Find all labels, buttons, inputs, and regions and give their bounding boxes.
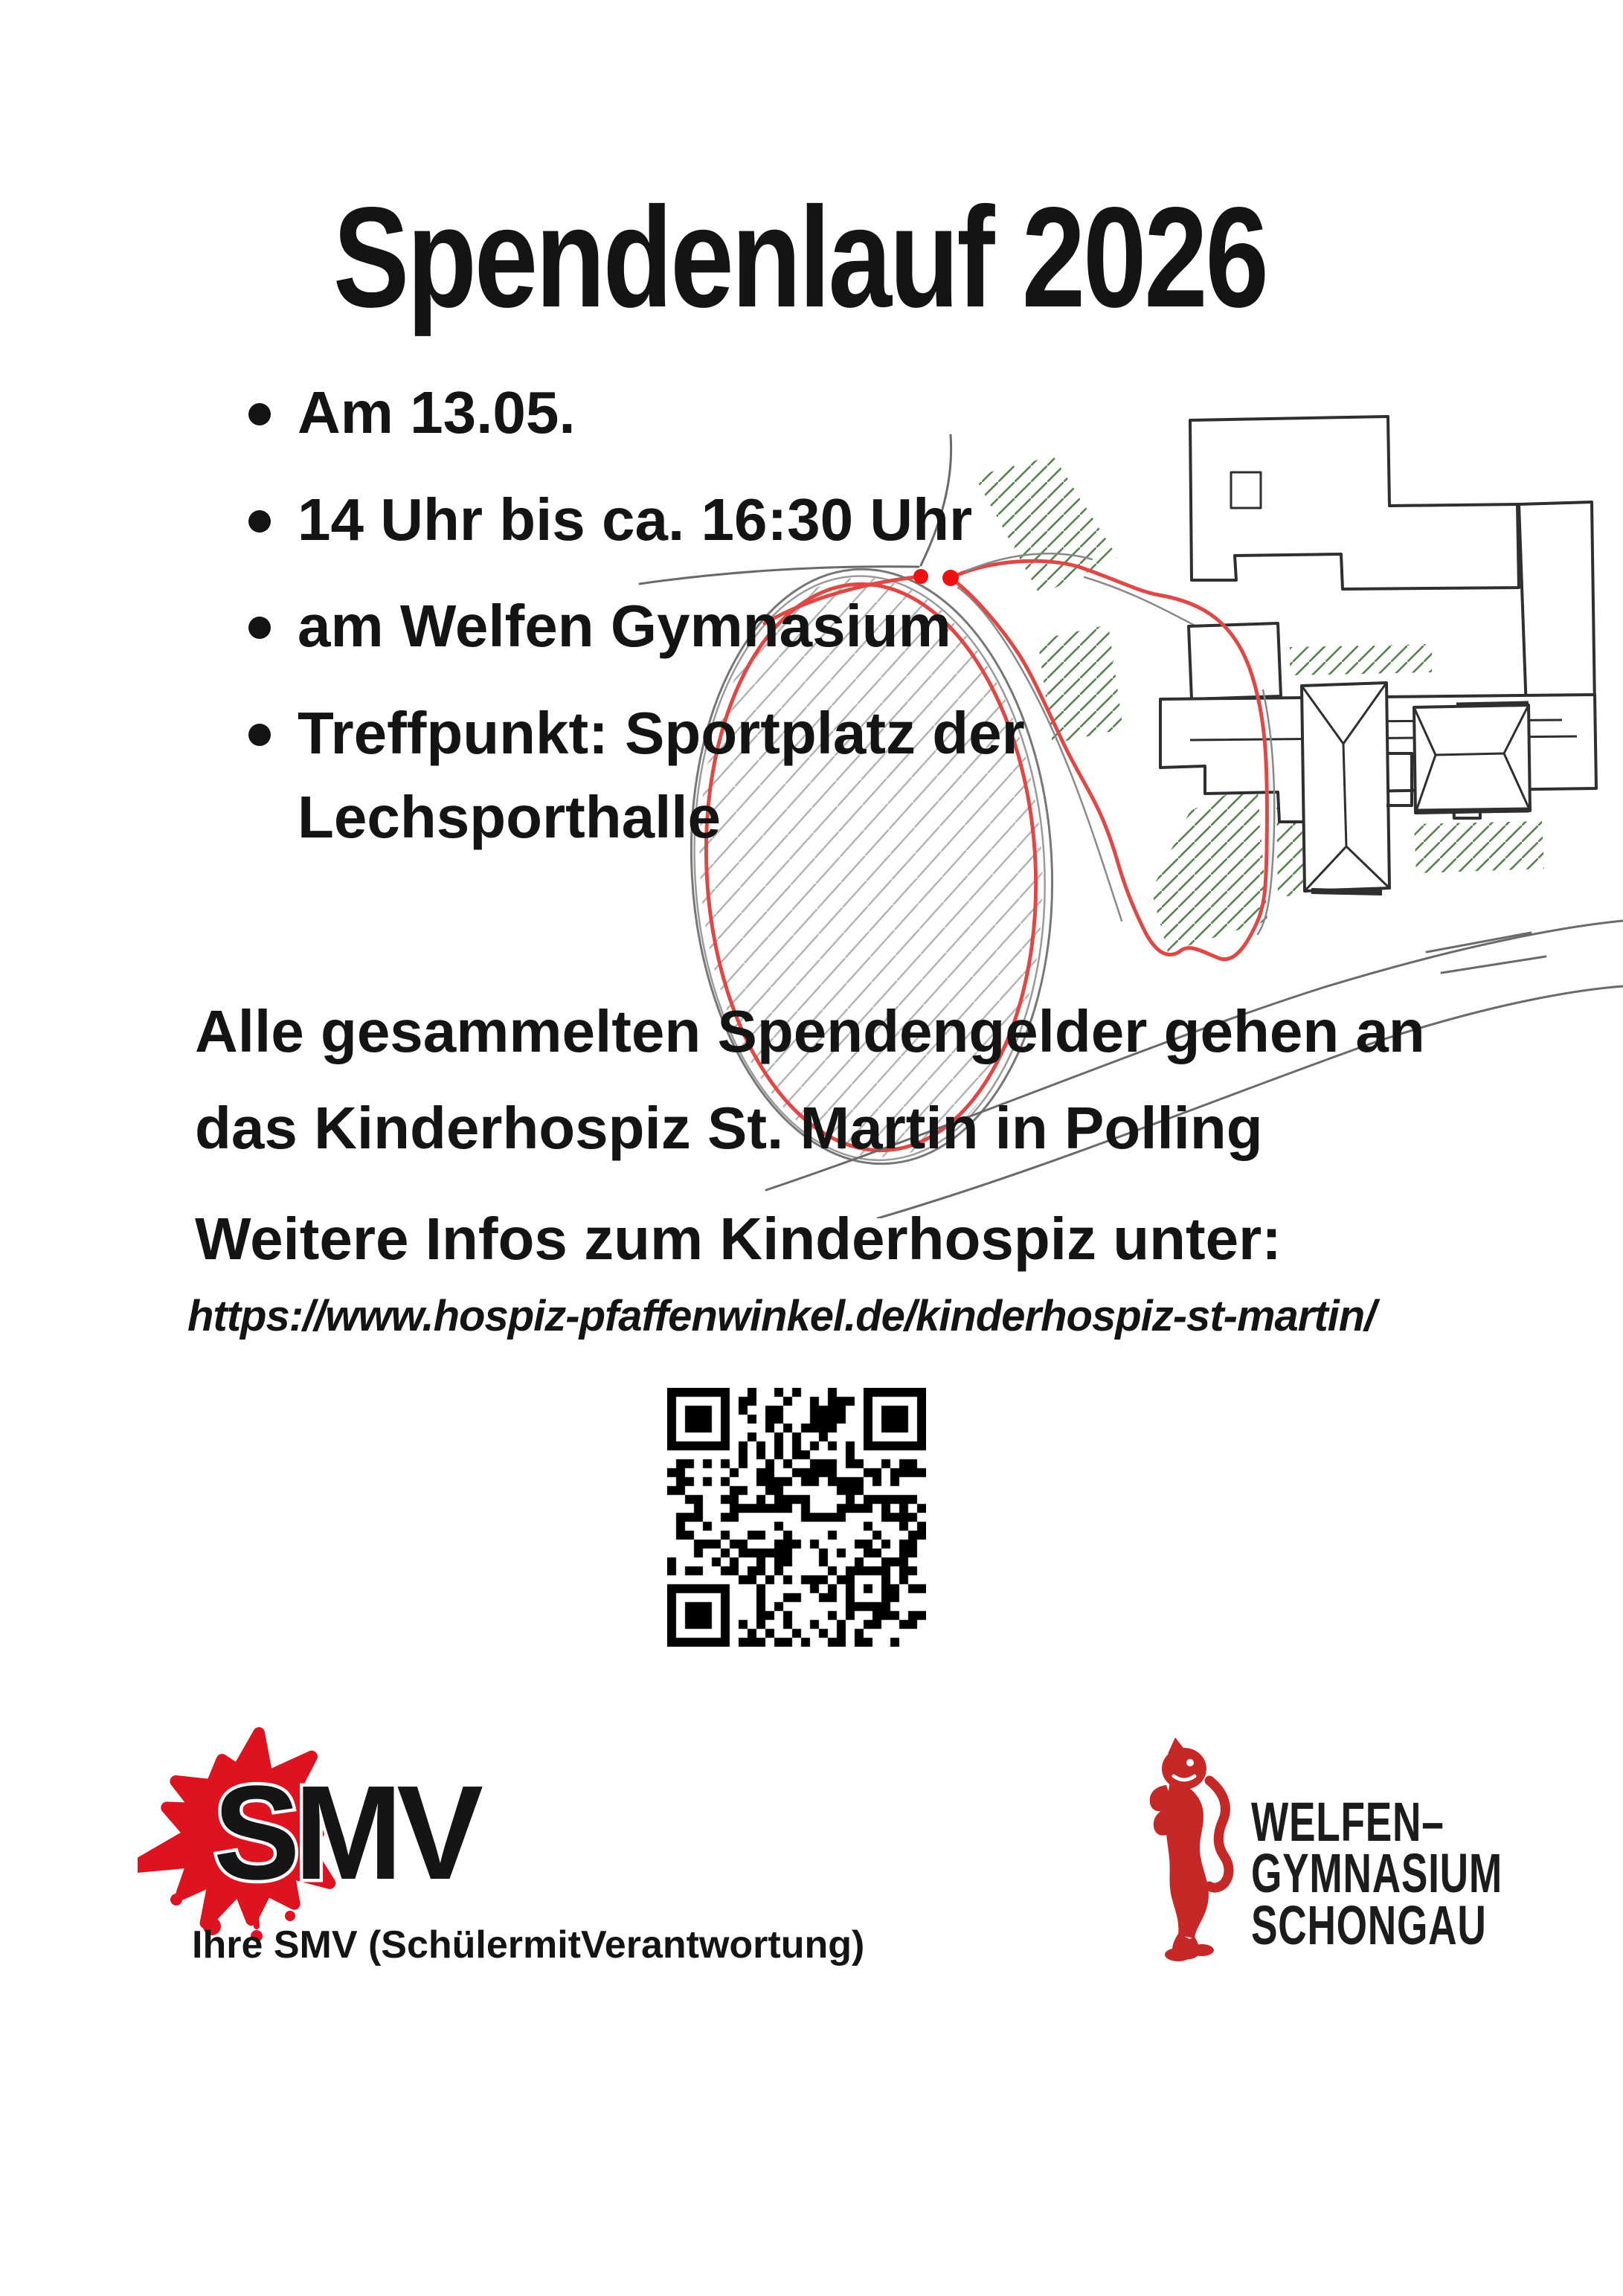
school-logo	[1145, 1733, 1592, 1967]
school-logo-svg	[1145, 1733, 1592, 1964]
page-title	[0, 177, 1623, 337]
hospiz-url: https://www.hospiz-pfaffenwinkel.de/kinderhospiz-st-martin/	[187, 1292, 1376, 1340]
list-item	[223, 477, 1108, 562]
smv-logo-text: SMV	[213, 1757, 478, 1908]
info-line: Weitere Infos zum Kinderhospiz unter:	[195, 1206, 1282, 1273]
list-item	[223, 370, 1108, 455]
list-item-label: Treffpunkt: Sportplatz der Lechsporthalle	[298, 699, 1025, 851]
event-details-list	[223, 370, 1108, 882]
school-name-line1: WELFEN–	[1251, 1791, 1444, 1853]
qr-code	[667, 1388, 926, 1647]
bullet-dot-icon	[248, 403, 271, 425]
bullet-dot-icon	[248, 510, 271, 533]
list-item-label: 14 Uhr bis ca. 16:30 Uhr	[298, 486, 973, 553]
list-item	[223, 584, 1108, 669]
donation-info	[195, 983, 1526, 1287]
bullet-dot-icon	[248, 724, 271, 746]
list-item-label: Am 13.05.	[298, 379, 576, 446]
smv-logo	[138, 1724, 539, 1951]
smv-caption: Ihre SMV (SchülermitVerantwortung)	[192, 1923, 865, 1967]
bullet-dot-icon	[248, 617, 271, 639]
list-item-label: am Welfen Gymnasium	[298, 593, 951, 660]
welfen-lion-icon	[1150, 1737, 1229, 1961]
school-name-line3: SCHONGAU	[1251, 1894, 1487, 1957]
donation-line: Alle gesammelten Spendengelder gehen an das Kinderhospiz St. Martin in Polling	[195, 998, 1425, 1161]
smv-logo-svg	[138, 1724, 539, 1947]
school-name-line2: GYMNASIUM	[1251, 1842, 1503, 1905]
page-title-text: Spendenlauf 2026	[332, 177, 1267, 337]
list-item	[223, 691, 1108, 860]
